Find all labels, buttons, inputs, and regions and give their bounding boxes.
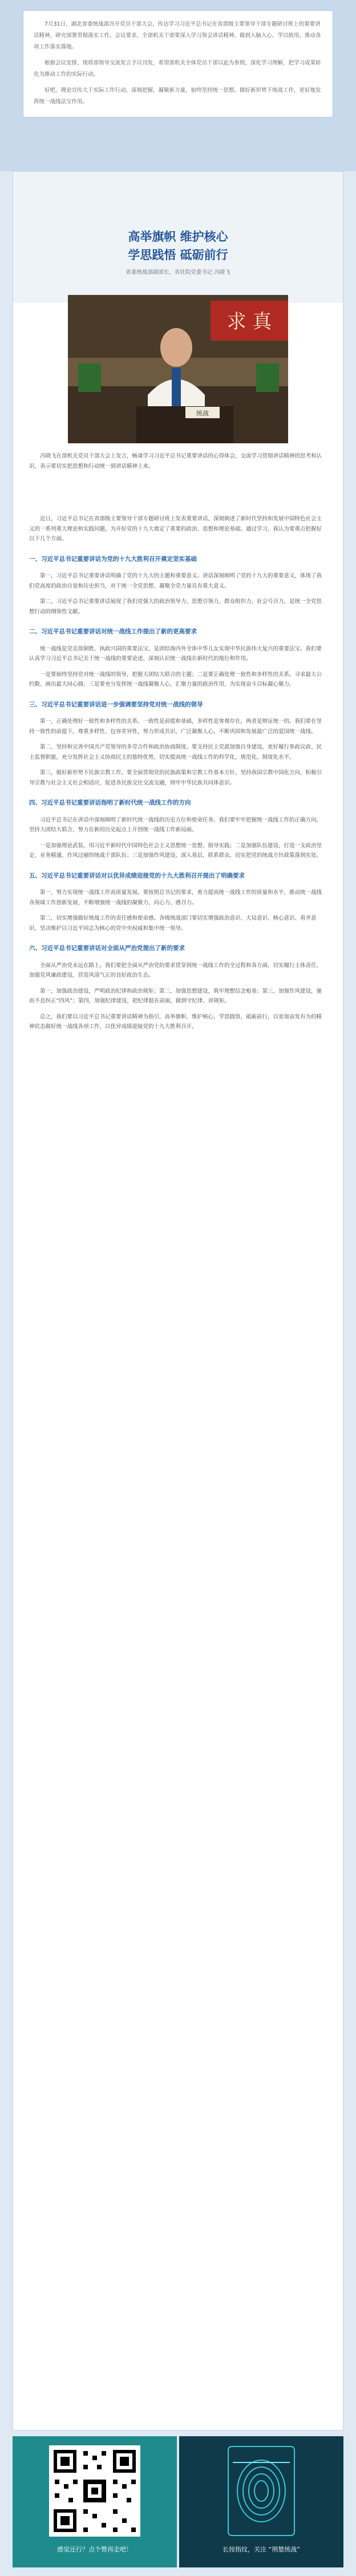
intro-paragraph: 根据会议安排，现将部领导交流发言予以刊发，希望部机关全体党员干部以此为参照，深化学习理解，把学习成果转化为推动工作的实际行动。 bbox=[34, 60, 321, 78]
body-paragraph: 统一战线是党克敌制胜、执政兴国的重要法宝，是团结海内外全体中华儿女实现中华民族伟大复兴的重要法宝。我们要认真学习习近平总书记关于统一战线的重要论述，深刻认识统一战线在新时代的地位和作用。 bbox=[29, 645, 322, 662]
section-heading: 二、习近平总书记重要讲话对统一战线工作提出了新的更高要求 bbox=[29, 628, 197, 635]
section-heading: 六、习近平总书记重要讲话对全面从严治党提出了新的要求 bbox=[29, 945, 185, 952]
fingerprint-icon[interactable] bbox=[227, 2445, 296, 2537]
photo-banner-text: 求 真 bbox=[226, 310, 272, 333]
body-paragraph: 总之，我们要以习近平总书记重要讲话精神为指引，高举旗帜、维护核心，学思践悟、砥砺前行，以更加奋发有为的精神状态做好统一战线各项工作，以优异成绩迎接党的十九大胜利召开。 bbox=[29, 1013, 322, 1030]
qr-label: 感觉还行？点个赞再走吧！ bbox=[57, 2546, 132, 2553]
body-paragraph: 一是加强理论武装，用习近平新时代中国特色社会主义思想统一思想、指导实践；二是加强队伍建设，打造一支政治坚定、业务精通、作风过硬的统战干部队伍；三是加强作风建设，深入基层、联系群众，切实把党的统战方针政策落到实处。 bbox=[29, 842, 322, 859]
footer-panels bbox=[13, 2436, 343, 2567]
qr-panel bbox=[13, 2436, 177, 2567]
section-heading: 三、习近平总书记重要讲话进一步强调要坚持党对统一战线的领导 bbox=[29, 701, 203, 708]
body-paragraph: 第二，习近平总书记重要讲话展现了我们党强大的政治领导力、思想引领力、群众组织力、社会号召力，是统一全党思想行动的纲领性文献。 bbox=[29, 598, 322, 615]
body-paragraph: 第一，习近平总书记重要讲话明确了党的十九大的主题和重要意义。讲话深刻阐明了党的十九大的重要意义，体现了我们党高度的政治自觉和历史担当，对于统一全党思想、凝聚全党力量具有重大意义。 bbox=[29, 573, 322, 589]
intro-box bbox=[23, 10, 333, 118]
body-paragraph: 一是要始终坚持党对统一战线的领导，把握大团结大联合的主题；二是要正确处理一致性和多样性的关系，寻求最大公约数、画出最大同心圆；三是要充分发挥统一战线凝聚人心、汇聚力量的政治作用，为实现奋斗目标凝心聚力。 bbox=[29, 671, 322, 688]
section-heading: 四、习近平总书记重要讲话指明了新时代统一战线工作的方向 bbox=[29, 799, 191, 806]
article-body bbox=[29, 514, 327, 1038]
article-byline: 省委统战部副部长、省社院党委书记 冯晓飞 bbox=[126, 269, 230, 276]
speaker-photo bbox=[68, 295, 288, 443]
fingerprint-label: 长按指纹，关注 “荆楚统战” bbox=[222, 2546, 300, 2553]
body-paragraph: 第二，坚持和完善中国共产党领导的多党合作和政治协商制度。要支持民主党派加强自身建设，更好履行参政议政、民主监督职能，充分发挥社会主义协商民主的独特优势，切实提高统一战线工作的科学化、规范化、制度化水平。 bbox=[29, 744, 322, 761]
intro-paragraph: 7月31日，湖北省委统战部召开党员干部大会，传达学习习近平总书记在省部级主要领导干部专题研讨班上的重要讲话精神，研究部署贯彻落实工作。会议要求，全部机关干部要深入学习领会讲话精神，做到入脑入心、学以致用，推动各项工作落实落地。 bbox=[34, 21, 321, 50]
photo-caption: 冯晓飞在部机关党员干部大会上发言，畅谈学习习近平总书记重要讲话的心得体会，交流学习贯彻讲话精神的思考和认识，表示要切实把思想和行动统一到讲话精神上来。 bbox=[29, 453, 322, 470]
qr-code[interactable] bbox=[49, 2445, 140, 2537]
body-paragraph: 第二，切实增强做好统战工作的责任感和使命感。各级统战部门要切实增强政治意识、大局意识、核心意识、看齐意识，坚决维护以习近平同志为核心的党中央权威和集中统一领导。 bbox=[29, 915, 317, 932]
body-paragraph: 第一，加强政治建设，严明政治纪律和政治规矩；第二，加强思想建设，筑牢理想信念根基；第三，加强作风建设，驰而不息纠正“四风”；第四，加强纪律建设，把纪律挺在前面，做到守纪律、讲规矩。 bbox=[29, 988, 322, 1004]
article-card bbox=[13, 171, 343, 2431]
article-title-line1: 高举旗帜 维护核心 bbox=[128, 230, 228, 244]
section-heading: 一、习近平总书记重要讲话为党的十九大胜利召开奠定坚实基础 bbox=[29, 555, 197, 563]
body-paragraph: 习近平总书记在讲话中深刻阐明了新时代统一战线的历史方位和使命任务。我们要牢牢把握统一战线工作的正确方向，坚持大团结大联合，努力在新的历史起点上开创统一战线工作新局面。 bbox=[29, 816, 322, 833]
body-paragraph: 第一，努力实现统一战线工作高质量发展。要按照总书记的要求，着力提高统一战线工作的质量和水平，推动统一战线各领域工作创新发展，不断增强统一战线的凝聚力、向心力、感召力。 bbox=[29, 889, 322, 906]
intro-paragraph: 好吧，理论宣传大于实际工作行动，深刻把握，凝聚新力量，始终坚持统一思想、做好新形势下统战工作，更好地发挥统一战线法宝作用。 bbox=[34, 87, 321, 105]
body-paragraph: 全面从严治党永远在路上。我们要把全面从严治党的要求贯穿到统一战线工作的全过程和各方面，切实履行主体责任，加强党风廉政建设，营造风清气正的良好政治生态。 bbox=[29, 962, 322, 978]
body-paragraph: 近日，习近平总书记在省部级主要领导干部专题研讨班上发表重要讲话，深刻阐述了新时代坚持和发展中国特色社会主义的一系列重大理论和实践问题，为开好党的十九大奠定了重要的政治、思想和理论基础。通过学习，我认为要重点把握好以下几个方面。 bbox=[29, 516, 322, 542]
photo-name-sign-text: 统战 bbox=[196, 410, 209, 417]
body-paragraph: 第三，做好新形势下民族宗教工作。要全面贯彻党的民族政策和宗教工作基本方针，坚持我国宗教中国化方向，积极引导宗教与社会主义社会相适应，促进各民族交往交流交融，铸牢中华民族共同体意识。 bbox=[29, 770, 322, 786]
article-title-line2: 学思践悟 砥砺前行 bbox=[128, 248, 228, 262]
fingerprint-panel bbox=[179, 2436, 343, 2567]
body-paragraph: 第一，正确处理好一致性和多样性的关系。一致性是前提和基础，多样性是客观存在，两者是辩证统一的。我们要在坚持一致性的前提下，尊重多样性、包容差异性，努力形成共识，广泛凝聚人心，不断巩固和发展最广泛的爱国统一战线。 bbox=[29, 718, 322, 735]
section-heading: 五、习近平总书记重要讲话对以优异成绩迎接党的十九大胜利召开提出了明确要求 bbox=[29, 872, 245, 879]
